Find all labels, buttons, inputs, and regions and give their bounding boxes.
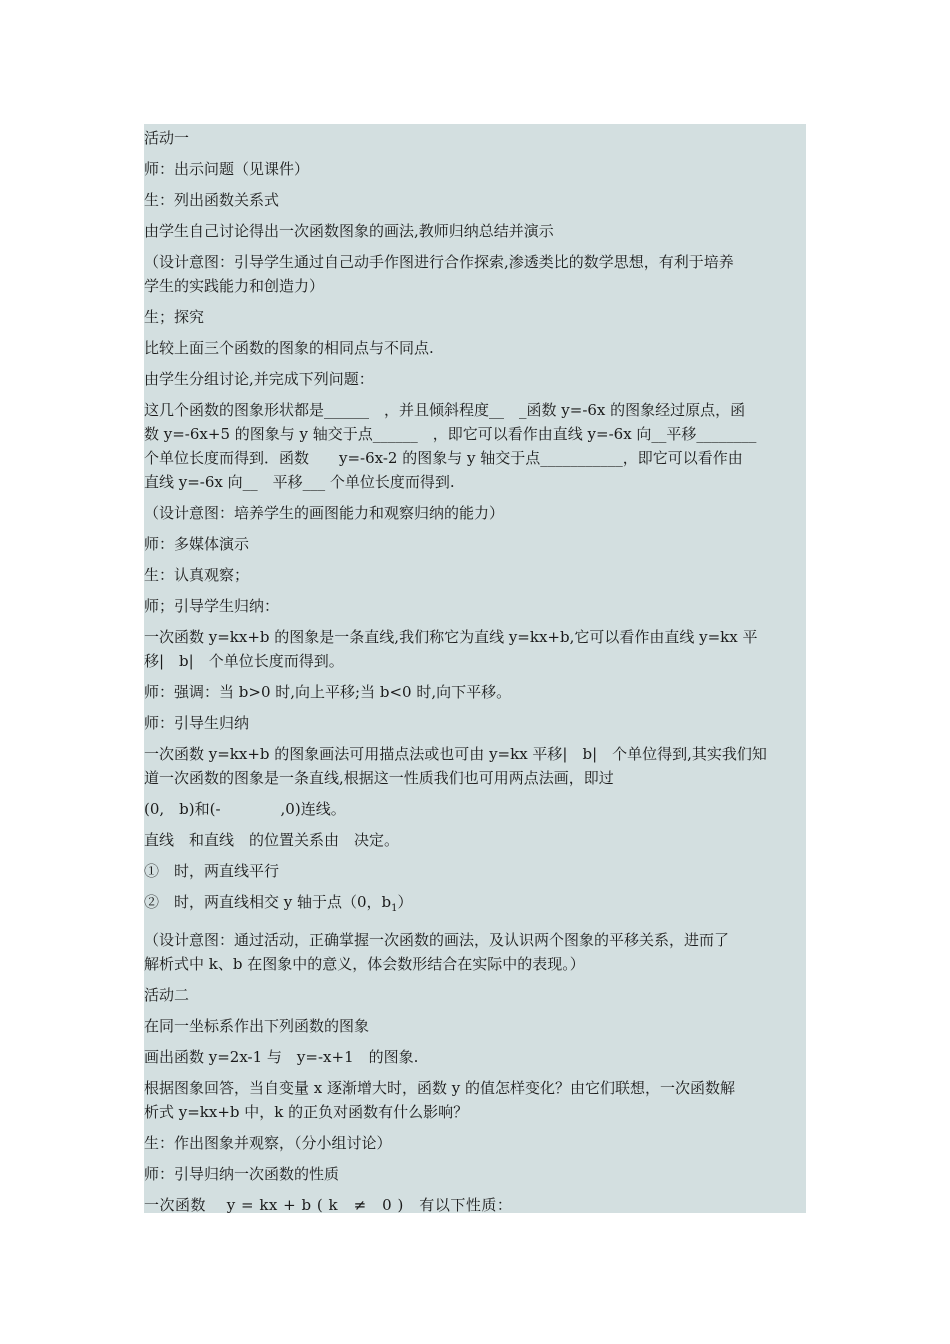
paragraph-line: 学生的实践能力和创造力） <box>144 277 325 295</box>
paragraph: 由学生自己讨论得出一次函数图象的画法,教师归纳总结并演示 <box>144 222 554 240</box>
teacher-line: 师；引导学生归纳： <box>144 597 280 615</box>
list-item-text: ② 时，两直线相交 y 轴于点（0，b <box>144 893 392 911</box>
summary-paragraph <box>144 625 808 673</box>
paragraph-line: 一次函数 y=kx+b 的图象画法可用描点法或也可由 y=kx 平移| b| 个单位得到,其实我们知 <box>144 745 767 763</box>
paragraph: (0, b)和(- ,0)连线。 <box>144 800 346 818</box>
student-line: 生；探究 <box>144 308 205 326</box>
student-line: 生：列出函数关系式 <box>144 191 280 209</box>
paragraph-line: 析式 y=kx+b 中，k 的正负对函数有什么影响？ <box>144 1103 469 1121</box>
fill-in-question <box>144 398 808 494</box>
lesson-text <box>144 124 808 1217</box>
list-item-end: ） <box>397 893 413 911</box>
paragraph-line: 根据图象回答，当自变量 x 逐渐增大时，函数 y 的值怎样变化？由它们联想，一次函数解 <box>144 1079 736 1097</box>
heading-activity-two: 活动二 <box>144 986 190 1004</box>
paragraph-line: 道一次函数的图象是一条直线,根据这一性质我们也可用两点法画，即过 <box>144 769 614 787</box>
list-item <box>144 890 808 921</box>
design-intent: （设计意图：培养学生的画图能力和观察归纳的能力） <box>144 504 505 522</box>
question-paragraph <box>144 1076 808 1124</box>
teacher-line: 师：强调：当 b>0 时,向上平移;当 b<0 时,向下平移。 <box>144 683 512 701</box>
teacher-line: 师：引导生归纳 <box>144 714 250 732</box>
teacher-line: 师：出示问题（见课件） <box>144 160 310 178</box>
design-intent <box>144 250 808 298</box>
paragraph-line: 直线 y=-6x 向__ 平移___ 个单位长度而得到. <box>144 473 455 491</box>
student-line: 生：认真观察； <box>144 566 250 584</box>
subscript: 1 <box>391 903 398 914</box>
paragraph-line: 解析式中 k、b 在图象中的意义，体会数形结合在实际中的表现。） <box>144 955 585 973</box>
heading-activity-one: 活动一 <box>144 129 190 147</box>
paragraph-line: （设计意图：引导学生通过自己动手作图进行合作探索,渗透类比的数学思想，有利于培养 <box>144 253 734 271</box>
paragraph: 比较上面三个函数的图象的相同点与不同点. <box>144 339 434 357</box>
property-line: 一次函数 y = kx + b ( k ≠ 0 ) 有以下性质： <box>144 1196 513 1214</box>
paragraph-line: 这几个函数的图象形状都是______ ，并且倾斜程度__ _函数 y=-6x 的图象经过原点，函 <box>144 401 746 419</box>
paragraph: 由学生分组讨论,并完成下列问题： <box>144 370 374 388</box>
paragraph-line: 移| b| 个单位长度而得到。 <box>144 652 344 670</box>
paragraph: 直线 和直线 的位置关系由 决定。 <box>144 831 400 849</box>
student-line: 生：作出图象并观察，（分小组讨论） <box>144 1134 392 1152</box>
paragraph-line: 个单位长度而得到．函数 y=-6x-2 的图象与 y 轴交于点___________，即它可以看作由 <box>144 449 743 467</box>
method-paragraph <box>144 742 808 790</box>
design-intent <box>144 928 808 976</box>
paragraph: 画出函数 y=2x-1 与 y=-x+1 的图象. <box>144 1048 419 1066</box>
teacher-line: 师：多媒体演示 <box>144 535 250 553</box>
paragraph-line: （设计意图：通过活动，正确掌握一次函数的画法，及认识两个图象的平移关系，进而了 <box>144 931 730 949</box>
paragraph: 在同一坐标系作出下列函数的图象 <box>144 1017 370 1035</box>
teacher-line: 师：引导归纳一次函数的性质 <box>144 1165 340 1183</box>
list-item: ① 时，两直线平行 <box>144 862 280 880</box>
paragraph-line: 一次函数 y=kx+b 的图象是一条直线,我们称它为直线 y=kx+b,它可以看作由直线 y=kx 平 <box>144 628 758 646</box>
paragraph-line: 数 y=-6x+5 的图象与 y 轴交于点______ ，即它可以看作由直线 y=-6x 向__平移________ <box>144 425 757 443</box>
